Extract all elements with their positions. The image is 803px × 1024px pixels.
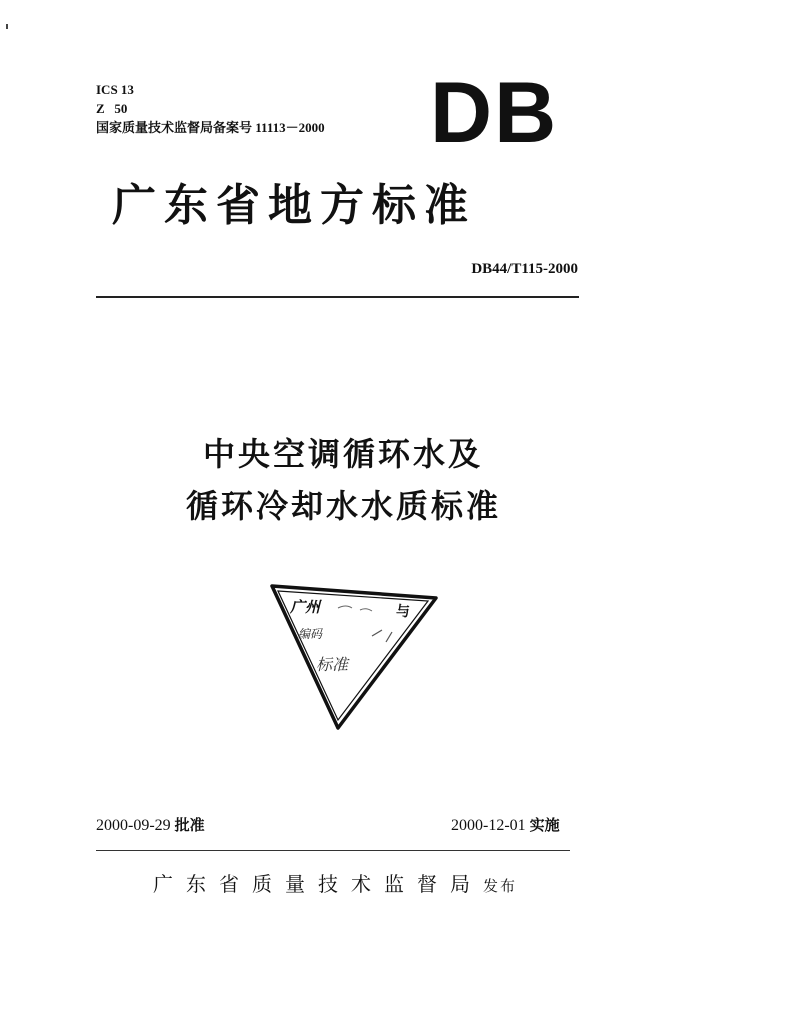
approval-date-value: 2000-09-29 [96,817,171,834]
stamp-text-3: 标准 [316,655,349,674]
approval-label: 批准 [174,816,205,834]
library-stamp [268,582,440,732]
effective-label: 实施 [529,816,560,834]
bottom-divider [96,850,570,851]
stamp-text-1-tail: 与 [396,604,410,620]
effective-date [451,814,560,837]
ics-code: ICS 13 [96,82,134,97]
db-mark: DB [430,65,559,161]
stamp-text-1: 广州 [290,598,321,616]
standard-type: 广东省地方标准 [112,180,476,231]
category-code: Z 50 [96,101,128,116]
standard-code: DB44/T115-2000 [471,261,578,277]
filing-number: 国家质量技术监督局备案号 11113－2000 [96,120,325,135]
effective-date-value: 2000-12-01 [451,817,526,834]
header-meta [96,80,325,137]
issuer-line [153,870,517,900]
top-divider [96,296,579,298]
issuer-name: 广东省质量技术监督局 [153,872,483,896]
title-line-1: 中央空调循环水及 [203,435,484,473]
stamp-text-2: 编码 [298,627,323,641]
issuer-action: 发布 [483,877,518,895]
approval-date [96,814,205,837]
title-line-2: 循环冷却水水质标准 [186,487,502,525]
scan-speck [6,24,8,29]
